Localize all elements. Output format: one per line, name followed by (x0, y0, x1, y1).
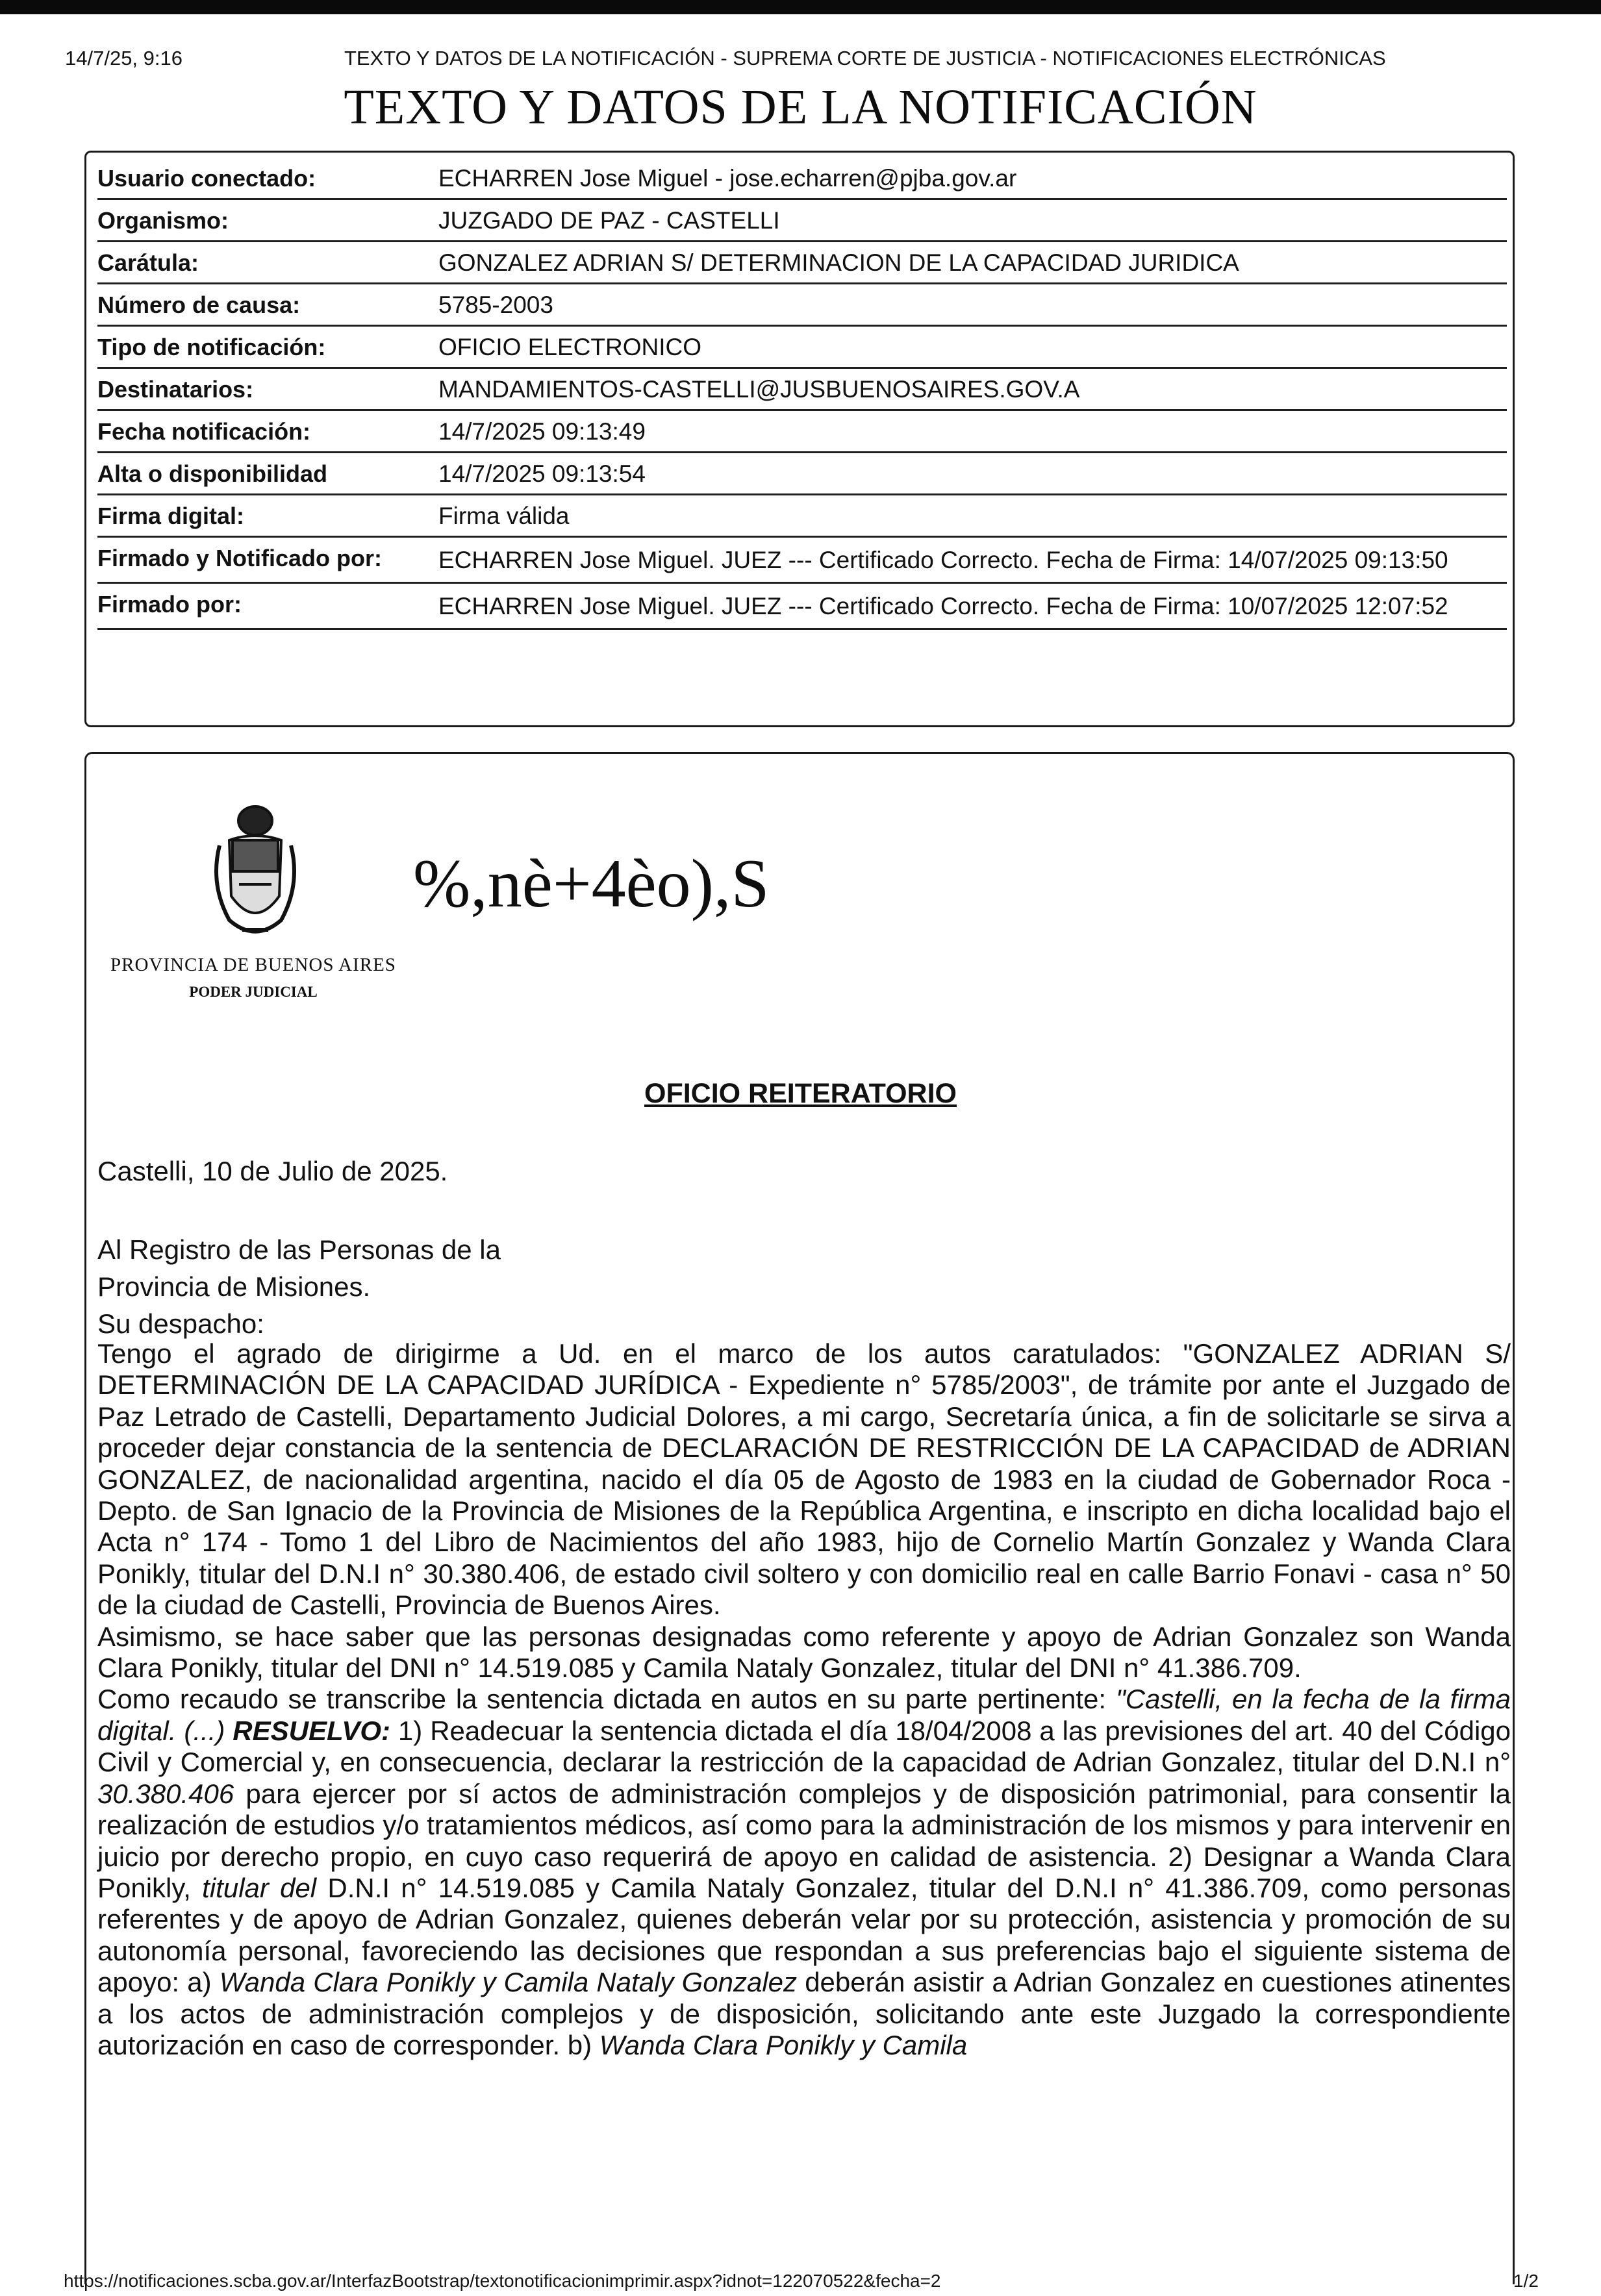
info-value: ECHARREN Jose Miguel. JUEZ --- Certificado Correcto. Fecha de Firma: 10/07/2025 12:07:52 (438, 593, 1448, 619)
province-label: PROVINCIA DE BUENOS AIRES (110, 955, 396, 975)
text-segment: D.N.I n° 14.519.085 y Camila Nataly Gonzalez, titular del D.N.I n° 41.386.709, como personas referentes y de apoyo de Adrian Gonzalez, quienes deberán velar por su protección, asistencia y promoción de su autonomía personal, favoreciendo las decisiones que respondan a sus preferencias bajo el siguiente sistema de apoyo: a) (97, 1872, 1511, 1998)
italic-segment: titular del (202, 1872, 317, 1903)
info-value: Firma válida (438, 503, 570, 529)
info-row-alta (97, 453, 1507, 495)
info-label: Fecha notificación: (97, 418, 311, 445)
info-label: Carátula: (97, 249, 199, 276)
info-value: 14/7/2025 09:13:49 (438, 418, 646, 445)
print-page-title: TEXTO Y DATOS DE LA NOTIFICACIÓN - SUPREMA CORTE DE JUSTICIA - NOTIFICACIONES ELECTRÓNICAS (344, 47, 1386, 69)
garbled-letterhead: %,nè+4èo),S (413, 845, 770, 921)
info-value: 14/7/2025 09:13:54 (438, 460, 646, 487)
info-row-caratula (97, 242, 1507, 284)
print-datetime: 14/7/25, 9:16 (65, 47, 183, 69)
info-row-firma-digital (97, 495, 1507, 538)
info-label: Firma digital: (97, 503, 245, 529)
info-label: Usuario conectado: (97, 165, 316, 192)
text-segment: para ejercer por sí actos de administración complejos y de disposición patrimonial, para consentir la realización de estudios y/o tratamientos médicos, así como para la administración de los mismos y para intervenir en juicio por derecho propio, en cuyo caso requerirá de apoyo en calidad de asistencia. 2) Designar a Wanda Clara Ponikly, (97, 1778, 1511, 1903)
info-label: Alta o disponibilidad (97, 460, 327, 487)
info-value: ECHARREN Jose Miguel - jose.echarren@pjba.gov.ar (438, 165, 1017, 192)
document-heading: OFICIO REITERATORIO (644, 1078, 957, 1109)
judicial-power-label: PODER JUDICIAL (189, 984, 318, 1000)
info-value: 5785-2003 (438, 292, 553, 318)
text-segment: deberán asistir a Adrian Gonzalez en cuestiones atinentes a los actos de administración complejos y de disposición, solicitando ante este Juzgado la correspondiente autorización en caso de corresponder. b) (97, 1967, 1511, 2060)
info-label: Firmado por: (97, 591, 242, 618)
text-segment: 1) Readecuar la sentencia dictada el día 18/04/2008 a las previsiones del art. 40 del Código Civil y Comercial y, en consecuencia, declarar la restricción de la capacidad de Adrian Gonzalez, titular del D.N.I n° (97, 1715, 1511, 1778)
info-label: Número de causa: (97, 292, 301, 318)
italic-segment: "Castelli, en la fecha de la firma digital. (...) (97, 1684, 1511, 1746)
top-border (0, 0, 1601, 14)
addressee-block (97, 1231, 501, 1342)
notification-info-table (97, 158, 1507, 630)
page-number: 1/2 (1513, 2271, 1539, 2291)
body-paragraph-2: Asimismo, se hace saber que las personas designadas como referente y apoyo de Adrian Gonzalez son Wanda Clara Ponikly, titular del DNI n° 14.519.085 y Camila Nataly Gonzalez, titular del DNI n° 41.386.709. (97, 1621, 1511, 1684)
address-line: Al Registro de las Personas de la (97, 1234, 501, 1265)
info-label: Organismo: (97, 207, 229, 234)
info-value: JUZGADO DE PAZ - CASTELLI (438, 207, 780, 234)
info-value: ECHARREN Jose Miguel. JUEZ --- Certificado Correcto. Fecha de Firma: 14/07/2025 09:13:50 (438, 547, 1448, 573)
italic-segment: Wanda Clara Ponikly y Camila Nataly Gonzalez (219, 1967, 798, 1998)
info-label: Destinatarios: (97, 376, 254, 403)
info-row-tipo-notificacion (97, 327, 1507, 369)
info-value: MANDAMIENTOS-CASTELLI@JUSBUENOSAIRES.GOV.A (438, 376, 1080, 403)
place-date: Castelli, 10 de Julio de 2025. (97, 1156, 448, 1186)
footer-url: https://notificaciones.scba.gov.ar/InterfazBootstrap/textonotificacionimprimir.aspx?idnot=122070522&fecha=2 (64, 2271, 941, 2291)
info-label: Firmado y Notificado por: (97, 545, 383, 571)
info-row-destinatarios (97, 369, 1507, 411)
address-line: Su despacho: (97, 1308, 264, 1339)
body-paragraph-3 (97, 1684, 1511, 2061)
coat-of-arms-icon (207, 800, 304, 947)
main-title: TEXTO Y DATOS DE LA NOTIFICACIÓN (344, 80, 1257, 134)
info-row-organismo (97, 200, 1507, 242)
italic-segment: 30.380.406 (97, 1778, 234, 1809)
info-row-fecha-notificacion (97, 411, 1507, 453)
info-value: OFICIO ELECTRONICO (438, 334, 701, 360)
info-row-firmado-por (97, 584, 1507, 630)
info-label: Tipo de notificación: (97, 334, 326, 360)
text-segment: Como recaudo se transcribe la sentencia dictada en autos en su parte pertinente: (97, 1684, 1116, 1715)
italic-segment: Wanda Clara Ponikly y Camila (599, 2029, 968, 2060)
info-row-usuario (97, 158, 1507, 200)
info-row-numero-causa (97, 284, 1507, 327)
bold-italic-segment: RESUELVO: (233, 1715, 390, 1746)
body-paragraph-1: Tengo el agrado de dirigirme a Ud. en el marco de los autos caratulados: "GONZALEZ ADRIAN S/ DETERMINACIÓN DE LA CAPACIDAD JURÍDICA - Expediente n° 5785/2003", de trámite por ante el Juzgado de Paz Letrado de Castelli, Departamento Judicial Dolores, a mi cargo, Secretaría única, a fin de solicitarle se sirva a proceder dejar constancia de la sentencia de DECLARACIÓN DE RESTRICCIÓN DE LA CAPACIDAD de ADRIAN GONZALEZ, de nacionalidad argentina, nacido el día 05 de Agosto de 1983 en la ciudad de Gobernador Roca - Depto. de San Ignacio de la Provincia de Misiones de la República Argentina, e inscripto en dicha localidad bajo el Acta n° 174 - Tomo 1 del Libro de Nacimientos del año 1983, hijo de Cornelio Martín Gonzalez y Wanda Clara Ponikly, titular del D.N.I n° 30.380.406, de estado civil soltero y con domicilio real en calle Barrio Fonavi - casa n° 50 de la ciudad de Castelli, Provincia de Buenos Aires. (97, 1338, 1511, 1621)
info-value: GONZALEZ ADRIAN S/ DETERMINACION DE LA CAPACIDAD JURIDICA (438, 249, 1239, 276)
info-row-firmado-notificado (97, 538, 1507, 584)
document-body (97, 1338, 1511, 2061)
address-line: Provincia de Misiones. (97, 1271, 371, 1302)
